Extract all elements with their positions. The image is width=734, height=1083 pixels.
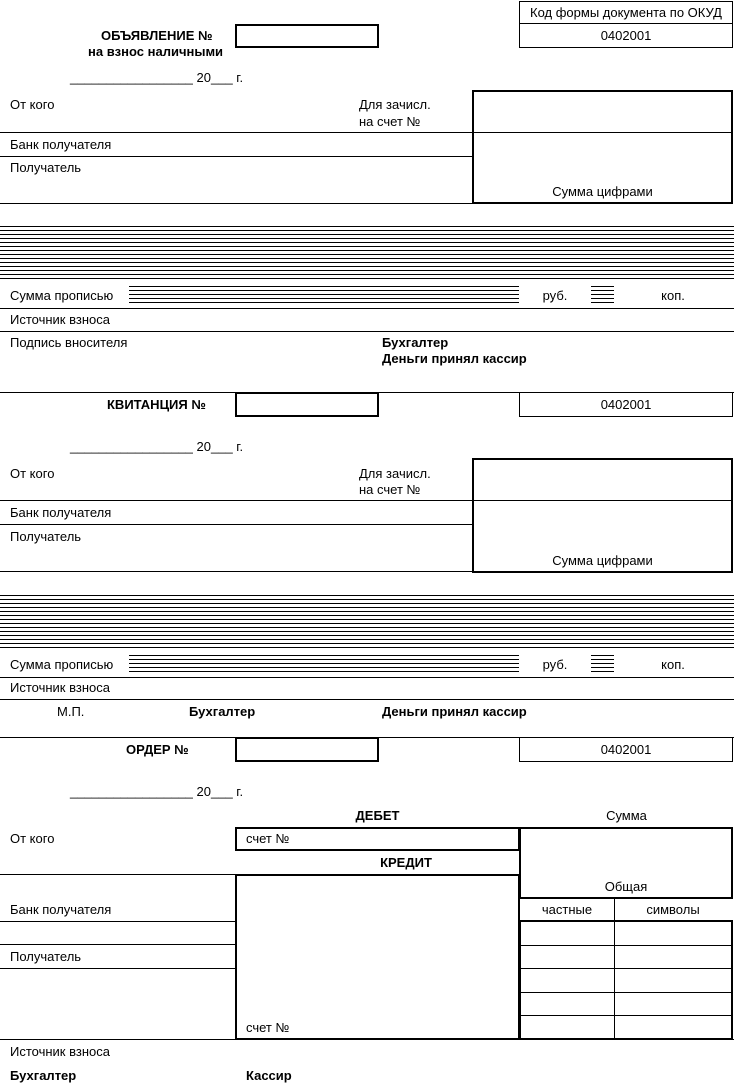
receipt-accountant-label: Бухгалтер xyxy=(189,704,256,719)
receipt-title: КВИТАНЦИЯ № xyxy=(107,397,206,412)
order-cashier-label: Кассир xyxy=(246,1068,292,1083)
announcement-bank-label: Банк получателя xyxy=(10,137,112,152)
announcement-sum-digits-label: Сумма цифрами xyxy=(552,184,653,199)
order-credit-label: КРЕДИТ xyxy=(380,855,432,870)
order-line-recipient-bottom xyxy=(0,968,236,969)
receipt-bank-label: Банк получателя xyxy=(10,505,112,520)
order-sum-label: Сумма xyxy=(606,808,647,823)
receipt-line-sum-words-bottom xyxy=(0,677,734,678)
receipt-line-bank-top xyxy=(0,500,472,501)
announcement-line-sum-words-bottom xyxy=(0,308,734,309)
order-debit-label: ДЕБЕТ xyxy=(355,808,400,823)
receipt-stamp-label: М.П. xyxy=(57,704,85,719)
announcement-credit-label-2: на счет № xyxy=(359,114,421,129)
announcement-rub-label: руб. xyxy=(542,288,568,303)
announcement-number-field[interactable] xyxy=(235,24,379,48)
receipt-cashier-label: Деньги принял кассир xyxy=(382,704,527,719)
order-symbols-table[interactable] xyxy=(519,920,733,1040)
announcement-sum-words-hatch xyxy=(129,286,519,306)
receipt-sum-digits-label: Сумма цифрами xyxy=(552,553,653,568)
order-account-label: счет № xyxy=(246,831,290,846)
order-credit-account-label: счет № xyxy=(246,1020,290,1035)
announcement-signer-label: Подпись вносителя xyxy=(10,335,128,350)
receipt-line-source-bottom xyxy=(0,699,734,700)
order-partial-label: частные xyxy=(541,902,593,917)
announcement-recipient-label: Получатель xyxy=(10,160,82,175)
receipt-source-label: Источник взноса xyxy=(10,680,110,695)
order-symbols-row-1 xyxy=(520,945,732,946)
announcement-source-label: Источник взноса xyxy=(10,312,110,327)
order-number-field[interactable] xyxy=(235,737,379,762)
receipt-credit-label-2: на счет № xyxy=(359,482,421,497)
order-line-bank-bottom xyxy=(0,921,236,922)
announcement-cashier-label: Деньги принял кассир xyxy=(382,351,527,366)
announcement-credit-label-1: Для зачисл. xyxy=(359,97,431,112)
announcement-kop-label: коп. xyxy=(661,288,685,303)
order-credit-box[interactable] xyxy=(235,874,520,1040)
receipt-sum-words-label: Сумма прописью xyxy=(10,657,114,672)
receipt-line-recipient-bottom xyxy=(0,571,472,572)
receipt-kop-label: коп. xyxy=(661,657,685,672)
receipt-recipient-label: Получатель xyxy=(10,529,82,544)
order-symbols-row-4 xyxy=(520,1015,732,1016)
announcement-line-bank-top xyxy=(0,132,472,133)
order-code: 0402001 xyxy=(600,742,652,757)
receipt-kop-hatch xyxy=(591,655,614,675)
order-from-label: От кого xyxy=(10,831,55,846)
order-line-from-bottom xyxy=(0,874,236,875)
announcement-account-sum-divider xyxy=(472,132,733,133)
announcement-line-recipient-top xyxy=(0,156,472,157)
announcement-title: ОБЪЯВЛЕНИЕ № xyxy=(101,28,213,43)
receipt-line-recipient-top xyxy=(0,524,472,525)
order-source-label: Источник взноса xyxy=(10,1044,110,1059)
order-symbols-row-2 xyxy=(520,968,732,969)
announcement-date-line: _________________ 20___ г. xyxy=(70,70,244,85)
order-symbols-col-divider xyxy=(614,921,615,1039)
order-accountant-label: Бухгалтер xyxy=(10,1068,77,1083)
receipt-rub-label: руб. xyxy=(542,657,568,672)
announcement-accountant-label: Бухгалтер xyxy=(382,335,449,350)
announcement-kop-hatch xyxy=(591,286,614,306)
order-title: ОРДЕР № xyxy=(126,742,189,757)
order-total-label: Общая xyxy=(604,879,648,894)
receipt-credit-label-1: Для зачисл. xyxy=(359,466,431,481)
receipt-account-sum-divider xyxy=(472,500,733,501)
announcement-hatch-band xyxy=(0,226,734,282)
order-date-line: _________________ 20___ г. xyxy=(70,784,244,799)
receipt-sum-words-hatch xyxy=(129,655,519,675)
order-recipient-label: Получатель xyxy=(10,949,82,964)
receipt-hatch-band xyxy=(0,595,734,651)
okud-code: 0402001 xyxy=(600,28,652,43)
receipt-date-line: _________________ 20___ г. xyxy=(70,439,244,454)
announcement-line-source-bottom xyxy=(0,331,734,332)
order-bank-label: Банк получателя xyxy=(10,902,112,917)
okud-label: Код формы документа по ОКУД xyxy=(530,5,722,20)
receipt-number-field[interactable] xyxy=(235,392,379,417)
announcement-line-recipient-bottom xyxy=(0,203,472,204)
order-line-source-top xyxy=(0,1039,734,1040)
announcement-sum-words-label: Сумма прописью xyxy=(10,288,114,303)
receipt-from-label: От кого xyxy=(10,466,55,481)
order-symbols-label: символы xyxy=(646,902,700,917)
order-symbols-row-3 xyxy=(520,992,732,993)
announcement-subtitle: на взнос наличными xyxy=(88,44,224,59)
order-line-recipient-top xyxy=(0,944,236,945)
announcement-from-label: От кого xyxy=(10,97,55,112)
receipt-code: 0402001 xyxy=(600,397,652,412)
